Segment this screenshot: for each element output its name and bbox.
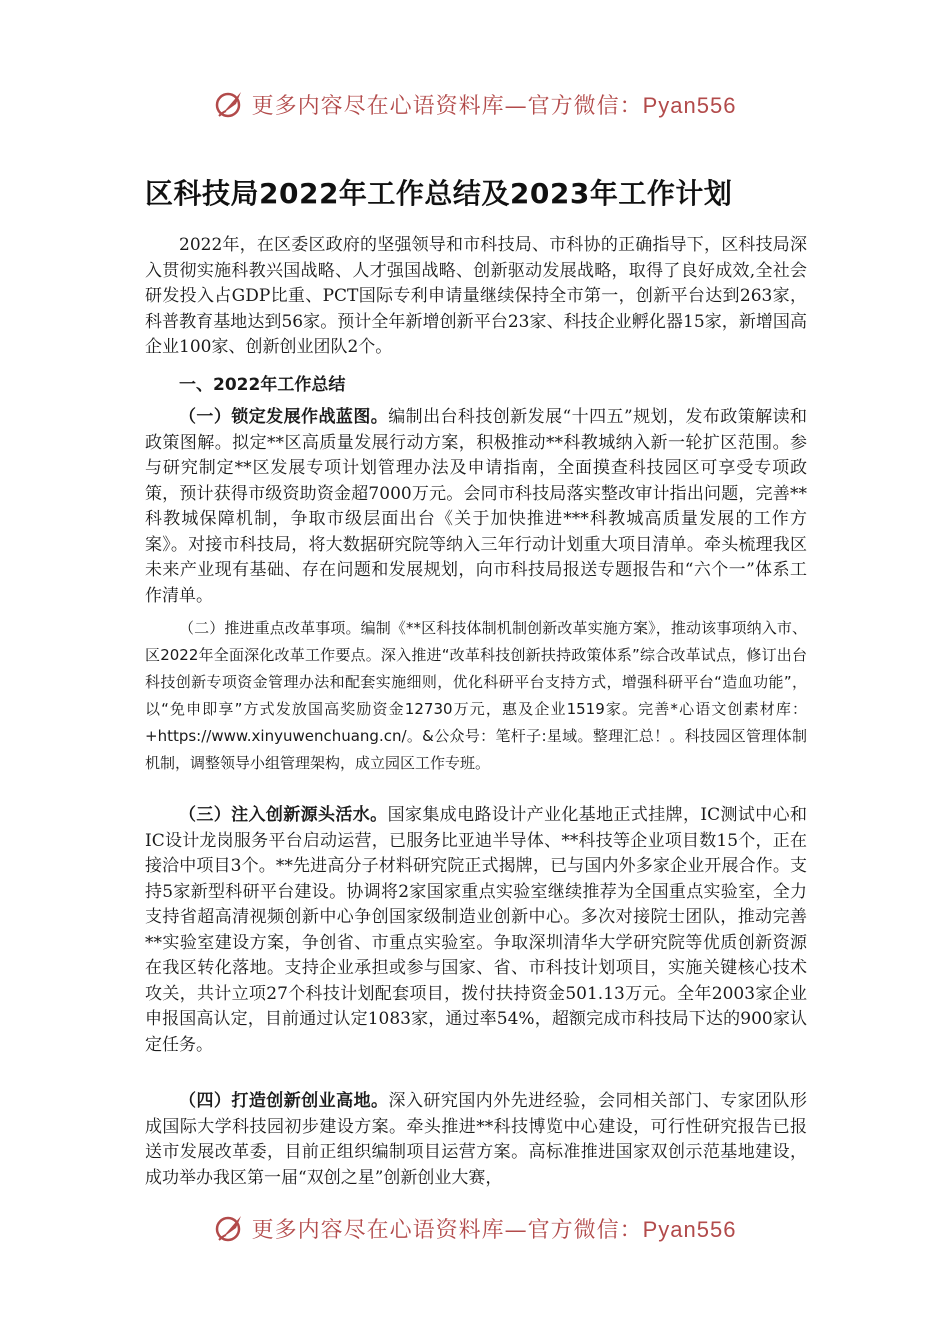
item-1-paragraph — [145, 405, 807, 609]
banner-text: 更多内容尽在心语资料库—官方微信：Pyan556 — [251, 92, 737, 119]
intro-paragraph: 2022年，在区委区政府的坚强领导和市科技局、市科协的正确指导下，区科技局深入贯彻实施科教兴国战略、人才强国战略、创新驱动发展战略，取得了良好成效,全社会研发投入占GDP比重、PCT国际专利申请量继续保持全市第一，创新平台达到263家，科普教育基地达到56家。预计全年新增创新平台23家、科技企业孵化器15家，新增国高企业100家、创新创业团队2个。 — [145, 235, 807, 357]
quill-pen-icon — [214, 1212, 246, 1244]
section-heading: 一、2022年工作总结 — [179, 375, 346, 395]
item-1-body: 编制出台科技创新发展“十四五”规划，发布政策解读和政策图解。拟定**区高质量发展行动方案，积极推动**科教城纳入新一轮扩区范围。参与研究制定**区发展专项计划管理办法及申请指南，全面摸查科技园区可享受专项政策，预计获得市级资助资金超7000万元。会同市科技局落实整改审计指出问题，完善**科教城保障机制，争取市级层面出台《关于加快推进***科教城高质量发展的工作方案》。对接市科技局，将大数据研究院等纳入三年行动计划重大项目清单。牵头梳理我区未来产业现有基础、存在问题和发展规划，向市科技局报送专题报告和“六个一”体系工作清单。 — [145, 407, 807, 606]
item-3-body: 国家集成电路设计产业化基地正式挂牌，IC测试中心和IC设计龙岗服务平台启动运营，已服务比亚迪半导体、**科技等企业项目数15个，正在接洽中项目3个。**先进高分子材料研究院正式揭牌，已与国内外多家企业开展合作。支持5家新型科研平台建设。协调将2家国家重点实验室继续推荐为全国重点实验室，全力支持省超高清视频创新中心争创国家级制造业创新中心。多次对接院士团队，推动完善**实验室建设方案，争创省、市重点实验室。争取深圳清华大学研究院等优质创新资源在我区转化落地。支持企业承担或参与国家、省、市科技计划项目，实施关键核心技术攻关，共计立项27个科技计划配套项目，拨付扶持资金501.13万元。全年2003家企业申报国高认定，目前通过认定1083家，通过率54%，超额完成市科技局下达的900家认定任务。 — [145, 805, 808, 1055]
item-4-body: 深入研究国内外先进经验，会同相关部门、专家团队形成国际大学科技园初步建设方案。牵头推进**科技博览中心建设，可行性研究报告已报送市发展改革委，目前正组织编制项目运营方案。高标准推进国家双创示范基地建设，成功举办我区第一届“双创之星”创新创业大赛， — [145, 1091, 808, 1188]
item-4-paragraph — [145, 1089, 807, 1191]
item-4-title: （四）打造创新创业高地。 — [179, 1091, 389, 1111]
page-title: 区科技局2022年工作总结及2023年工作计划 — [145, 177, 733, 210]
item-1-title: （一）锁定发展作战蓝图。 — [179, 407, 389, 427]
wechat-id: Pyan556 — [642, 1216, 737, 1242]
quill-pen-icon — [214, 88, 246, 120]
banner-text: 更多内容尽在心语资料库—官方微信：Pyan556 — [251, 1216, 737, 1243]
wechat-id: Pyan556 — [642, 92, 737, 118]
header-banner — [0, 84, 950, 124]
footer-banner — [0, 1208, 950, 1248]
item-3-paragraph — [145, 803, 807, 1058]
item-2-paragraph: （二）推进重点改革事项。编制《**区科技体制机制创新改革实施方案》，推动该事项纳入市、区2022年全面深化改革工作要点。深入推进“改革科技创新扶持政策体系”综合改革试点，修订出台科技创新专项资金管理办法和配套实施细则，优化科研平台支持方式，增强科研平台“造血功能”，以“免申即享”方式发放国高奖励资金12730万元，惠及企业1519家。完善*心语文创素材库：+https://www.xinyuwenchuang.cn/。&公众号：笔杆子:星域。整理汇总！。科技园区管理体制机制，调整领导小组管理架构，成立园区工作专班。 — [145, 619, 807, 772]
item-3-title: （三）注入创新源头活水。 — [179, 805, 388, 825]
